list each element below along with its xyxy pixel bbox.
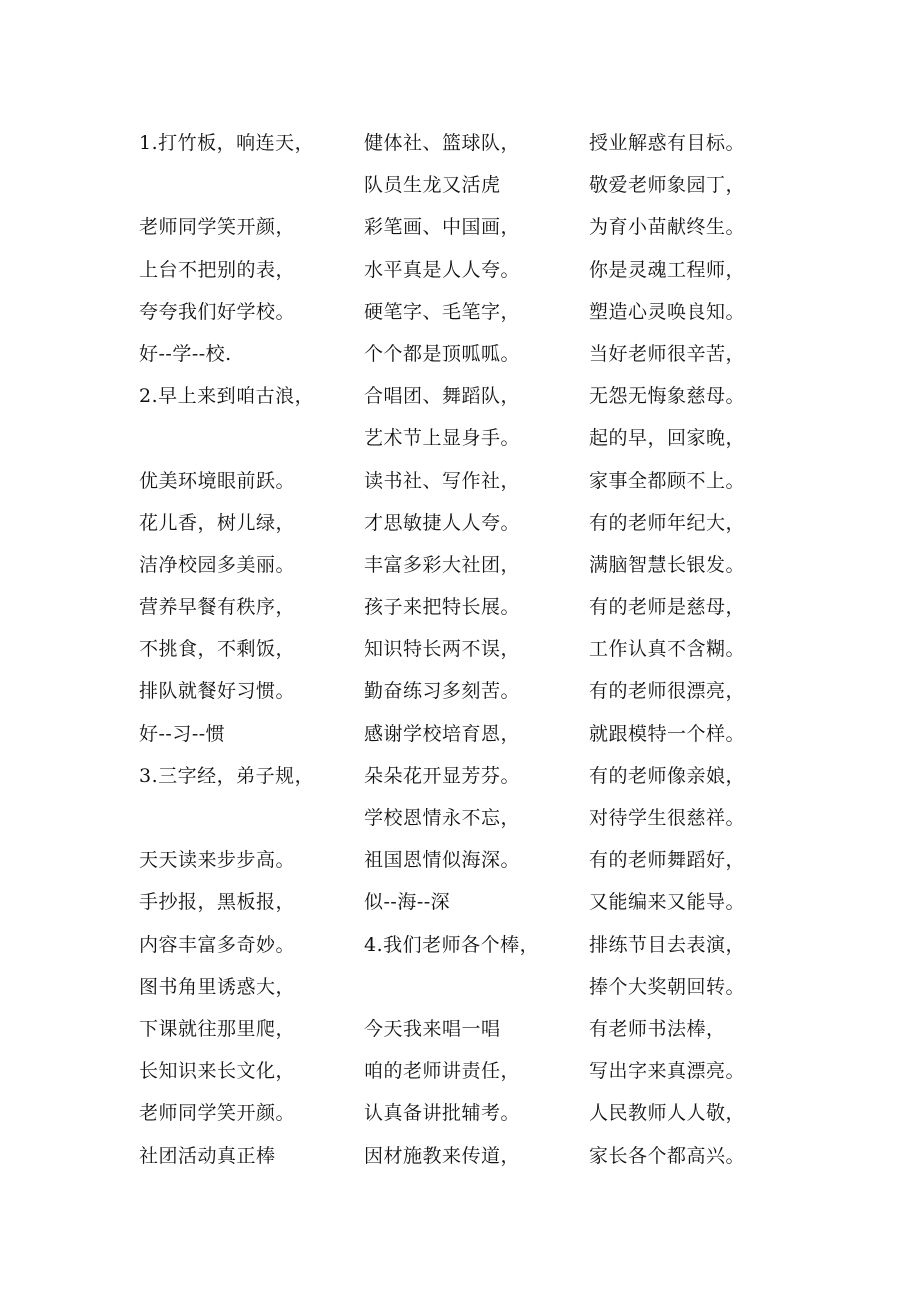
- verse-line: 有的老师很漂亮，: [589, 680, 746, 703]
- verse-line: 内容丰富多奇妙。: [139, 933, 296, 956]
- verse-line: 塑造心灵唤良知。: [589, 300, 746, 323]
- verse-line: 好--学--校.: [139, 342, 232, 365]
- verse-line: 因材施教来传道，: [364, 1144, 521, 1167]
- text-column-3: [589, 122, 829, 1177]
- verse-line: 家长各个都高兴。: [589, 1144, 746, 1167]
- blank-line: [139, 797, 379, 839]
- verse-line: 队员生龙又活虎: [364, 174, 501, 197]
- text-column-1: [139, 122, 379, 1177]
- verse-line: 认真备讲批辅考。: [364, 1102, 521, 1125]
- verse-line: 授业解惑有目标。: [589, 132, 746, 154]
- verse-line: 捧个大奖朝回转。: [589, 975, 746, 998]
- verse-line: 长知识来长文化，: [139, 1060, 296, 1083]
- verse-line: 合唱团、舞蹈队，: [364, 385, 521, 408]
- verse-line: 无怨无悔象慈母。: [589, 385, 746, 408]
- verse-line: 祖国恩情似海深。: [364, 849, 521, 872]
- verse-line: 有的老师舞蹈好，: [589, 849, 746, 872]
- verse-line: 当好老师很辛苦，: [589, 342, 746, 365]
- verse-line: 不挑食，不剩饭，: [139, 638, 296, 661]
- verse-line: 学校恩情永不忘，: [364, 807, 521, 829]
- blank-line: [364, 966, 604, 1008]
- verse-line: 朵朵花开显芳芬。: [364, 764, 521, 787]
- verse-line: 社团活动真正棒: [139, 1144, 276, 1167]
- verse-line: 2.早上来到咱古浪，: [139, 385, 315, 408]
- verse-line: 读书社、写作社，: [364, 469, 521, 492]
- verse-line: 艺术节上显身手。: [364, 427, 521, 450]
- verse-line: 今天我来唱一唱: [364, 1017, 501, 1040]
- verse-line: 优美环境眼前跃。: [139, 469, 296, 492]
- verse-line: 丰富多彩大社团，: [364, 553, 521, 576]
- verse-line: 营养早餐有秩序，: [139, 596, 296, 619]
- verse-line: 洁净校园多美丽。: [139, 553, 296, 576]
- verse-line: 图书角里诱惑大，: [139, 975, 296, 998]
- verse-line: 排练节目去表演，: [589, 933, 746, 956]
- blank-line: [139, 164, 379, 206]
- verse-line: 似--海--深: [364, 891, 451, 914]
- verse-line: 排队就餐好习惯。: [139, 680, 296, 703]
- verse-line: 人民教师人人敬，: [589, 1102, 746, 1125]
- verse-line: 为育小苗献终生。: [589, 216, 746, 239]
- verse-line: 有的老师像亲娘，: [589, 764, 746, 787]
- verse-line: 满脑智慧长银发。: [589, 553, 746, 576]
- verse-line: 知识特长两不误，: [364, 638, 521, 661]
- verse-line: 对待学生很慈祥。: [589, 807, 746, 829]
- verse-line: 好--习--惯: [139, 722, 226, 745]
- verse-line: 才思敏捷人人夸。: [364, 511, 521, 534]
- verse-line: 1.打竹板，响连天，: [139, 132, 315, 154]
- verse-line: 3.三字经，弟子规，: [139, 764, 315, 787]
- verse-line: 花儿香，树儿绿，: [139, 511, 296, 534]
- verse-line: 健体社、篮球队，: [364, 132, 521, 154]
- verse-line: 工作认真不含糊。: [589, 638, 746, 661]
- verse-line: 有的老师年纪大，: [589, 511, 746, 534]
- verse-line: 勤奋练习多刻苦。: [364, 680, 521, 703]
- verse-line: 敬爱老师象园丁，: [589, 174, 746, 197]
- verse-line: 感谢学校培育恩，: [364, 722, 521, 745]
- verse-line: 老师同学笑开颜。: [139, 1102, 296, 1125]
- verse-line: 个个都是顶呱呱。: [364, 342, 521, 365]
- verse-line: 就跟模特一个样。: [589, 722, 746, 745]
- verse-line: 夸夸我们好学校。: [139, 300, 296, 323]
- verse-line: 硬笔字、毛笔字，: [364, 300, 521, 323]
- verse-line: 下课就往那里爬，: [139, 1017, 296, 1040]
- verse-line: 有老师书法棒，: [589, 1017, 726, 1040]
- verse-line: 4.我们老师各个棒，: [364, 933, 540, 956]
- verse-line: 家事全都顾不上。: [589, 469, 746, 492]
- verse-line: 有的老师是慈母，: [589, 596, 746, 619]
- verse-line: 咱的老师讲责任，: [364, 1060, 521, 1083]
- verse-line: 又能编来又能导。: [589, 891, 746, 914]
- verse-line: 水平真是人人夸。: [364, 258, 521, 281]
- verse-line: 老师同学笑开颜，: [139, 216, 296, 239]
- text-column-2: [364, 122, 604, 1177]
- verse-line: 孩子来把特长展。: [364, 596, 521, 619]
- verse-line: 手抄报，黑板报，: [139, 891, 296, 914]
- verse-line: 天天读来步步高。: [139, 849, 296, 872]
- verse-line: 你是灵魂工程师，: [589, 258, 746, 281]
- blank-line: [139, 417, 379, 459]
- verse-line: 彩笔画、中国画，: [364, 216, 521, 239]
- verse-line: 起的早，回家晚，: [589, 427, 746, 450]
- verse-line: 写出字来真漂亮。: [589, 1060, 746, 1083]
- verse-line: 上台不把别的表，: [139, 258, 296, 281]
